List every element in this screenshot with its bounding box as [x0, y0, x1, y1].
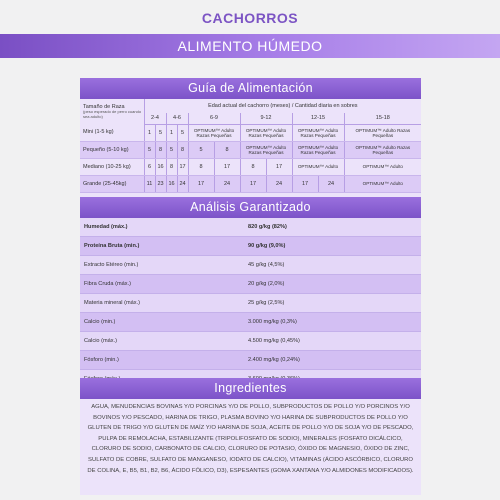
table-row — [80, 175, 421, 192]
analysis-key: Humedad (máx.) — [84, 224, 128, 230]
size-label: Grande (25-45kg) — [80, 175, 144, 192]
analysis-value: 45 g/kg (4,5%) — [248, 262, 285, 268]
amount-cell: 24 — [177, 175, 188, 192]
optimum-cell: OPTIMUM™ Adulto Razas Pequeñas — [188, 124, 240, 141]
amount-cell: 1 — [166, 124, 177, 141]
analysis-value: 4.500 mg/kg (0,45%) — [248, 338, 300, 344]
optimum-cell: OPTIMUM™ Adulto Razas Pequeñas — [292, 124, 344, 141]
age-group: 4-6 — [166, 113, 188, 124]
optimum-cell: OPTIMUM™ Adulto — [344, 175, 421, 192]
optimum-cell: OPTIMUM™ Adulto Razas Pequeñas — [240, 124, 292, 141]
size-note: (peso esperado de perro cuando sea adulto) — [83, 109, 142, 119]
amount-cell: 5 — [144, 141, 155, 158]
age-group: 9-12 — [240, 113, 292, 124]
size-label: Mediano (10-25 kg) — [80, 158, 144, 175]
age-group: 15-18 — [344, 113, 421, 124]
amount-cell: 8 — [188, 158, 214, 175]
amount-cell: 5 — [166, 141, 177, 158]
analysis-value: 25 g/kg (2,5%) — [248, 300, 285, 306]
analysis-row — [80, 275, 421, 294]
feeding-guide-table — [80, 99, 421, 193]
amount-cell: 16 — [155, 158, 166, 175]
analysis-value: 90 g/kg (9,0%) — [248, 243, 286, 249]
table-row — [80, 158, 421, 175]
analysis-value: 820 g/kg (82%) — [248, 224, 287, 230]
amount-cell: 23 — [155, 175, 166, 192]
amount-cell: 17 — [266, 158, 292, 175]
analysis-section — [80, 197, 421, 408]
amount-cell: 16 — [166, 175, 177, 192]
amount-cell: 5 — [155, 124, 166, 141]
analysis-row — [80, 218, 421, 237]
analysis-title: Análisis Garantizado — [80, 197, 421, 218]
amount-cell: 8 — [166, 158, 177, 175]
amount-cell: 8 — [214, 141, 240, 158]
amount-cell: 11 — [144, 175, 155, 192]
ingredients-title: Ingredientes — [80, 378, 421, 399]
age-group: 6-9 — [188, 113, 240, 124]
optimum-cell: OPTIMUM™ Adulto Razas Pequeñas — [344, 124, 421, 141]
amount-cell: 5 — [177, 124, 188, 141]
analysis-row — [80, 351, 421, 370]
analysis-value: 2.400 mg/kg (0,24%) — [248, 357, 300, 363]
analysis-row — [80, 313, 421, 332]
feeding-guide-section — [80, 78, 421, 208]
amount-cell: 6 — [144, 158, 155, 175]
amount-cell: 17 — [292, 175, 318, 192]
size-header-cell — [80, 99, 144, 124]
age-group: 2-4 — [144, 113, 166, 124]
size-header: Tamaño de Raza — [83, 104, 125, 110]
analysis-row — [80, 256, 421, 275]
table-row — [80, 124, 421, 141]
analysis-key: Proteína Bruta (min.) — [84, 243, 140, 249]
optimum-cell: OPTIMUM™ Adulto — [292, 158, 344, 175]
age-group: 12-15 — [292, 113, 344, 124]
amount-cell: 24 — [318, 175, 344, 192]
table-row — [80, 141, 421, 158]
amount-cell: 17 — [188, 175, 214, 192]
analysis-row — [80, 332, 421, 351]
optimum-cell: OPTIMUM™ Adulto Razas Pequeñas — [344, 141, 421, 158]
amount-cell: 1 — [144, 124, 155, 141]
optimum-cell: OPTIMUM™ Adulto Razas Pequeñas — [240, 141, 292, 158]
amount-cell: 17 — [214, 158, 240, 175]
optimum-cell: OPTIMUM™ Adulto Razas Pequeñas — [292, 141, 344, 158]
feeding-guide-title: Guía de Alimentación — [80, 78, 421, 99]
analysis-key: Calcio (min.) — [84, 319, 116, 325]
analysis-value: 20 g/kg (2,0%) — [248, 281, 285, 287]
category-title: CACHORROS — [201, 10, 299, 26]
analysis-row — [80, 294, 421, 313]
analysis-row — [80, 237, 421, 256]
amount-cell: 5 — [188, 141, 214, 158]
amount-cell: 17 — [177, 158, 188, 175]
ingredients-text: AGUA, MENUDENCIAS BOVINAS Y/O PORCINAS Y/O DE POLLO, SUBPRODUCTOS DE POLLO Y/O PORCINOS Y/O BOVINOS Y/O PESCADO, HARINA DE TRIGO, PLASMA BOVINO Y/O HARINA DE SUBPRODUCTOS DE POLLO Y/O GLUTEN DE TRIGO Y/O GLUTEN DE MAÍZ Y/O HARINA DE SOJA, ACEITE DE POLLO Y/O DE SOJA Y/O DE PESCADO, PULPA DE REMOLACHA, ESTABILIZANTE (TRIPOLIFOSFATO DE SODIO), MINERALES (FOSFATO DICÁLCICO, CLORURO DE SODIO, CARBONATO DE CALCIO, CLORURO DE POTASIO, ÓXIDO DE MAGNESIO, ÓXIDO DE ZINC, SULFATO DE COBRE, SULFATO DE MANGANESO, IODATO DE CALCIO), VITAMINAS (ÁCIDO ASCÓRBICO, CLORURO DE COLINA, E, B5, B1, B2, B6, ÁCIDO FÓLICO, D3), ESPESANTES (GOMA XANTANA Y/O ALMIDONES MODIFICADOS). — [80, 399, 421, 495]
analysis-value: 3.000 mg/kg (0,3%) — [248, 319, 297, 325]
amount-cell: 8 — [177, 141, 188, 158]
analysis-key: Calcio (máx.) — [84, 338, 117, 344]
analysis-key: Extracto Etéreo (min.) — [84, 262, 139, 268]
feeding-guide-table-wrap — [80, 99, 421, 208]
analysis-key: Fibra Cruda (máx.) — [84, 281, 131, 287]
analysis-key: Fósforo (min.) — [84, 357, 119, 363]
size-label: Pequeño (5-10 kg) — [80, 141, 144, 158]
amount-cell: 24 — [214, 175, 240, 192]
size-label: Mini (1-5 kg) — [80, 124, 144, 141]
age-header: Edad actual del cachorro (meses) / Cantidad diaria en sobres — [208, 103, 358, 109]
optimum-cell: OPTIMUM™ Adulto — [344, 158, 421, 175]
amount-cell: 17 — [240, 175, 266, 192]
ingredients-section — [80, 378, 421, 495]
analysis-key: Materia mineral (máx.) — [84, 300, 140, 306]
product-type-banner: ALIMENTO HÚMEDO — [0, 34, 500, 58]
amount-cell: 8 — [155, 141, 166, 158]
amount-cell: 8 — [240, 158, 266, 175]
amount-cell: 24 — [266, 175, 292, 192]
